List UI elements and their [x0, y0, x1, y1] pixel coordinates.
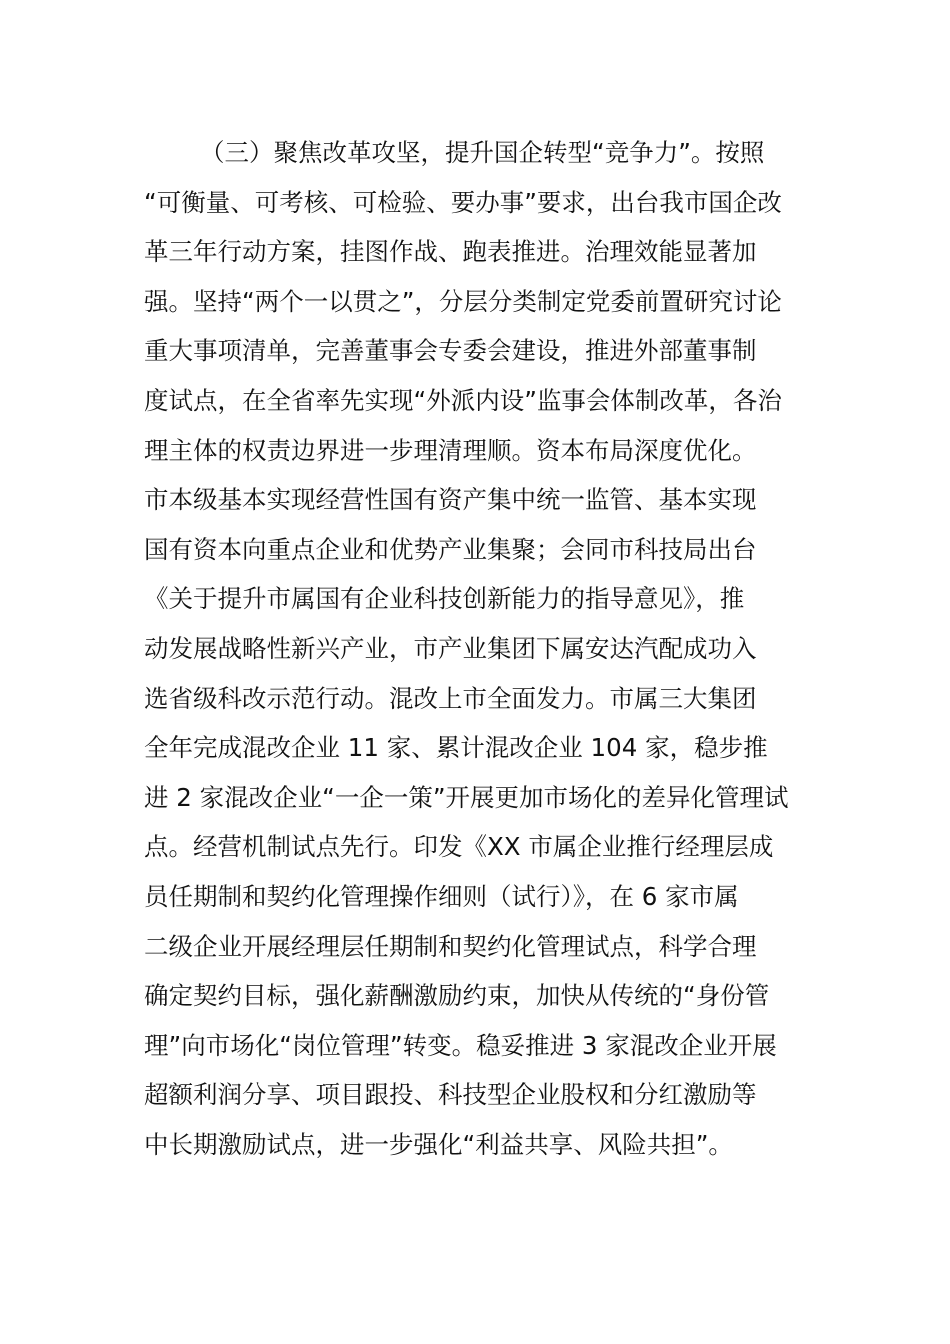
paragraph-line: 理”向市场化“岗位管理”转变。稳妥推进 3 家混改企业开展: [144, 1030, 777, 1060]
paragraph-line: （三）聚焦改革攻坚，提升国企转型“竞争力”。按照: [200, 138, 765, 167]
paragraph-line: “可衡量、可考核、可检验、要办事”要求，出台我市国企改: [144, 187, 782, 217]
paragraph-line: 员任期制和契约化管理操作细则（试行）》，在 6 家市属: [144, 881, 739, 911]
paragraph-line: 进 2 家混改企业“一企一策”开展更加市场化的差异化管理试: [144, 782, 789, 812]
paragraph-line: 选省级科改示范行动。混改上市全面发力。市属三大集团: [144, 683, 757, 713]
paragraph-line: 二级企业开展经理层任期制和契约化管理试点，科学合理: [144, 931, 757, 961]
paragraph-line: 全年完成混改企业 11 家、累计混改企业 104 家，稳步推: [144, 733, 768, 763]
paragraph-line: 点。经营机制试点先行。印发《XX 市属企业推行经理层成: [144, 832, 774, 862]
paragraph-line: 《关于提升市属国有企业科技创新能力的指导意见》，推: [144, 584, 745, 614]
body-paragraph: [144, 128, 816, 1169]
paragraph-line: 度试点，在全省率先实现“外派内设”监事会体制改革，各治: [144, 385, 782, 415]
paragraph-line: 国有资本向重点企业和优势产业集聚；会同市科技局出台: [144, 534, 757, 564]
paragraph-line: 重大事项清单，完善董事会专委会建设，推进外部董事制: [144, 336, 757, 366]
paragraph-line: 中长期激励试点，进一步强化“利益共享、风险共担”。: [144, 1129, 733, 1159]
paragraph-line: 超额利润分享、项目跟投、科技型企业股权和分红激励等: [144, 1080, 757, 1110]
paragraph-line: 市本级基本实现经营性国有资产集中统一监管、基本实现: [144, 485, 757, 515]
paragraph-line: 确定契约目标，强化薪酬激励约束，加快从传统的“身份管: [144, 981, 770, 1011]
paragraph-line: 强。坚持“两个一以贯之”，分层分类制定党委前置研究讨论: [144, 286, 782, 316]
paragraph-line: 动发展战略性新兴产业，市产业集团下属安达汽配成功入: [144, 633, 757, 663]
paragraph-line: 革三年行动方案，挂图作战、跑表推进。治理效能显著加: [144, 237, 757, 267]
paragraph-line: 理主体的权责边界进一步理清理顺。资本布局深度优化。: [144, 435, 757, 465]
